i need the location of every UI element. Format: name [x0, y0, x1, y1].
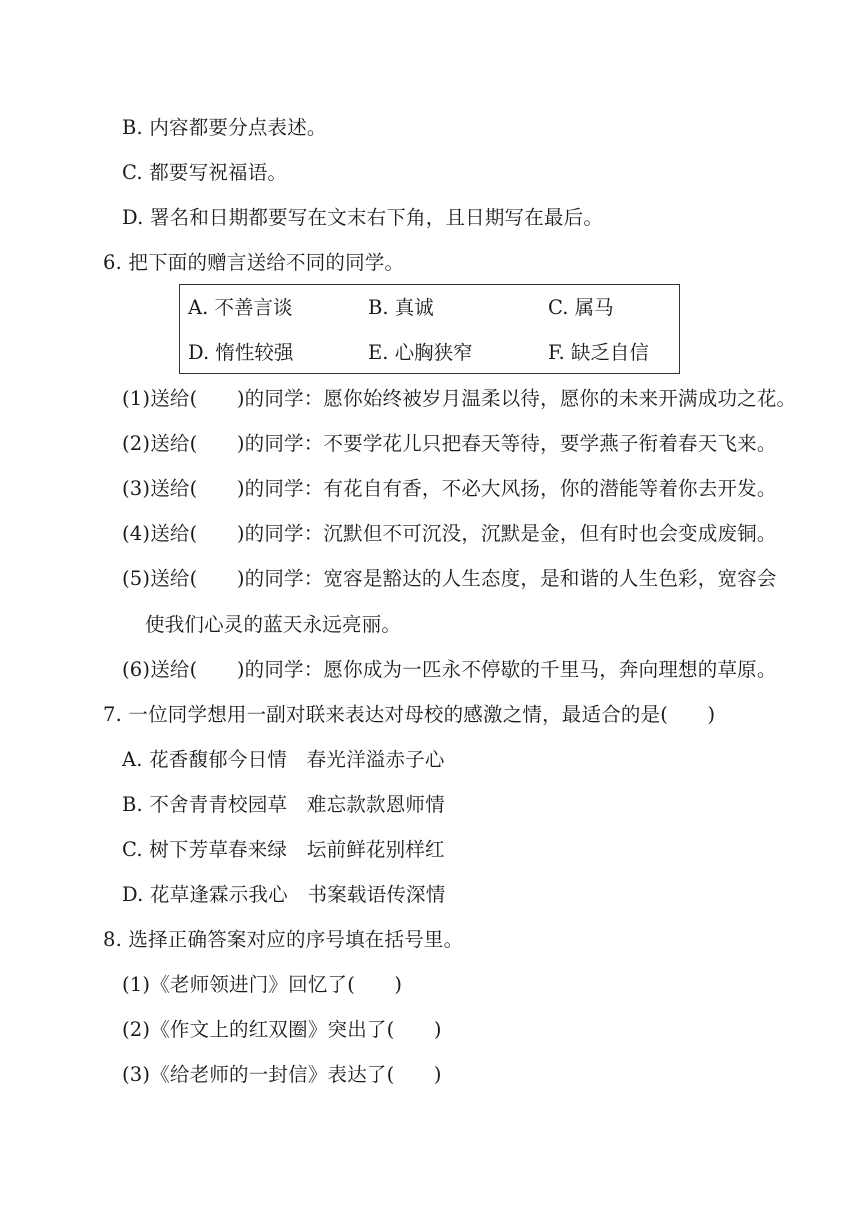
q6-item-5: (5)送给( )的同学：宽容是豁达的人生态度，是和谐的人生色彩，宽容会 [122, 567, 777, 590]
q6-item-2: (2)送给( )的同学：不要学花儿只把春天等待，要学燕子衔着春天飞来。 [122, 432, 777, 455]
q6-choice-c: C. 属马 [548, 296, 614, 319]
q6-item-4: (4)送给( )的同学：沉默但不可沉没，沉默是金，但有时也会变成废铜。 [122, 522, 777, 545]
q6-choice-e: E. 心胸狭窄 [368, 341, 473, 364]
q6-choice-b: B. 真诚 [368, 296, 434, 319]
q6-item-6: (6)送给( )的同学：愿你成为一匹永不停歇的千里马，奔向理想的草原。 [122, 658, 777, 681]
q6-choice-a: A. 不善言谈 [188, 296, 293, 319]
q6-item-5-continued: 使我们心灵的蓝天永远亮丽。 [145, 613, 402, 636]
q7-option-c: C. 树下芳草春来绿 坛前鲜花别样红 [122, 838, 445, 861]
q6-item-1: (1)送给( )的同学：愿你始终被岁月温柔以待，愿你的未来开满成功之花。 [122, 387, 797, 410]
q6-choice-f: F. 缺乏自信 [548, 341, 649, 364]
q6-stem: 6. 把下面的赠言送给不同的同学。 [103, 251, 405, 274]
q7-option-b: B. 不舍青青校园草 难忘款款恩师情 [122, 793, 445, 816]
q6-item-3: (3)送给( )的同学：有花自有香，不必大风扬，你的潜能等着你去开发。 [122, 477, 777, 500]
q8-item-3: (3)《给老师的一封信》表达了( ) [122, 1063, 442, 1086]
q6-choice-box [179, 284, 680, 374]
q5-option-c: C. 都要写祝福语。 [122, 161, 288, 184]
q7-stem: 7. 一位同学想用一副对联来表达对母校的感激之情，最适合的是( ) [103, 703, 716, 726]
q8-item-1: (1)《老师领进门》回忆了( ) [122, 973, 403, 996]
q5-option-b: B. 内容都要分点表述。 [122, 116, 327, 139]
q8-stem: 8. 选择正确答案对应的序号填在括号里。 [103, 928, 464, 951]
q7-option-d: D. 花草逢霖示我心 书案载语传深情 [122, 883, 446, 906]
q7-option-a: A. 花香馥郁今日情 春光洋溢赤子心 [122, 748, 445, 771]
q8-item-2: (2)《作文上的红双圈》突出了( ) [122, 1018, 442, 1041]
q6-choice-d: D. 惰性较强 [188, 341, 294, 364]
q5-option-d: D. 署名和日期都要写在文末右下角，且日期写在最后。 [122, 206, 604, 229]
